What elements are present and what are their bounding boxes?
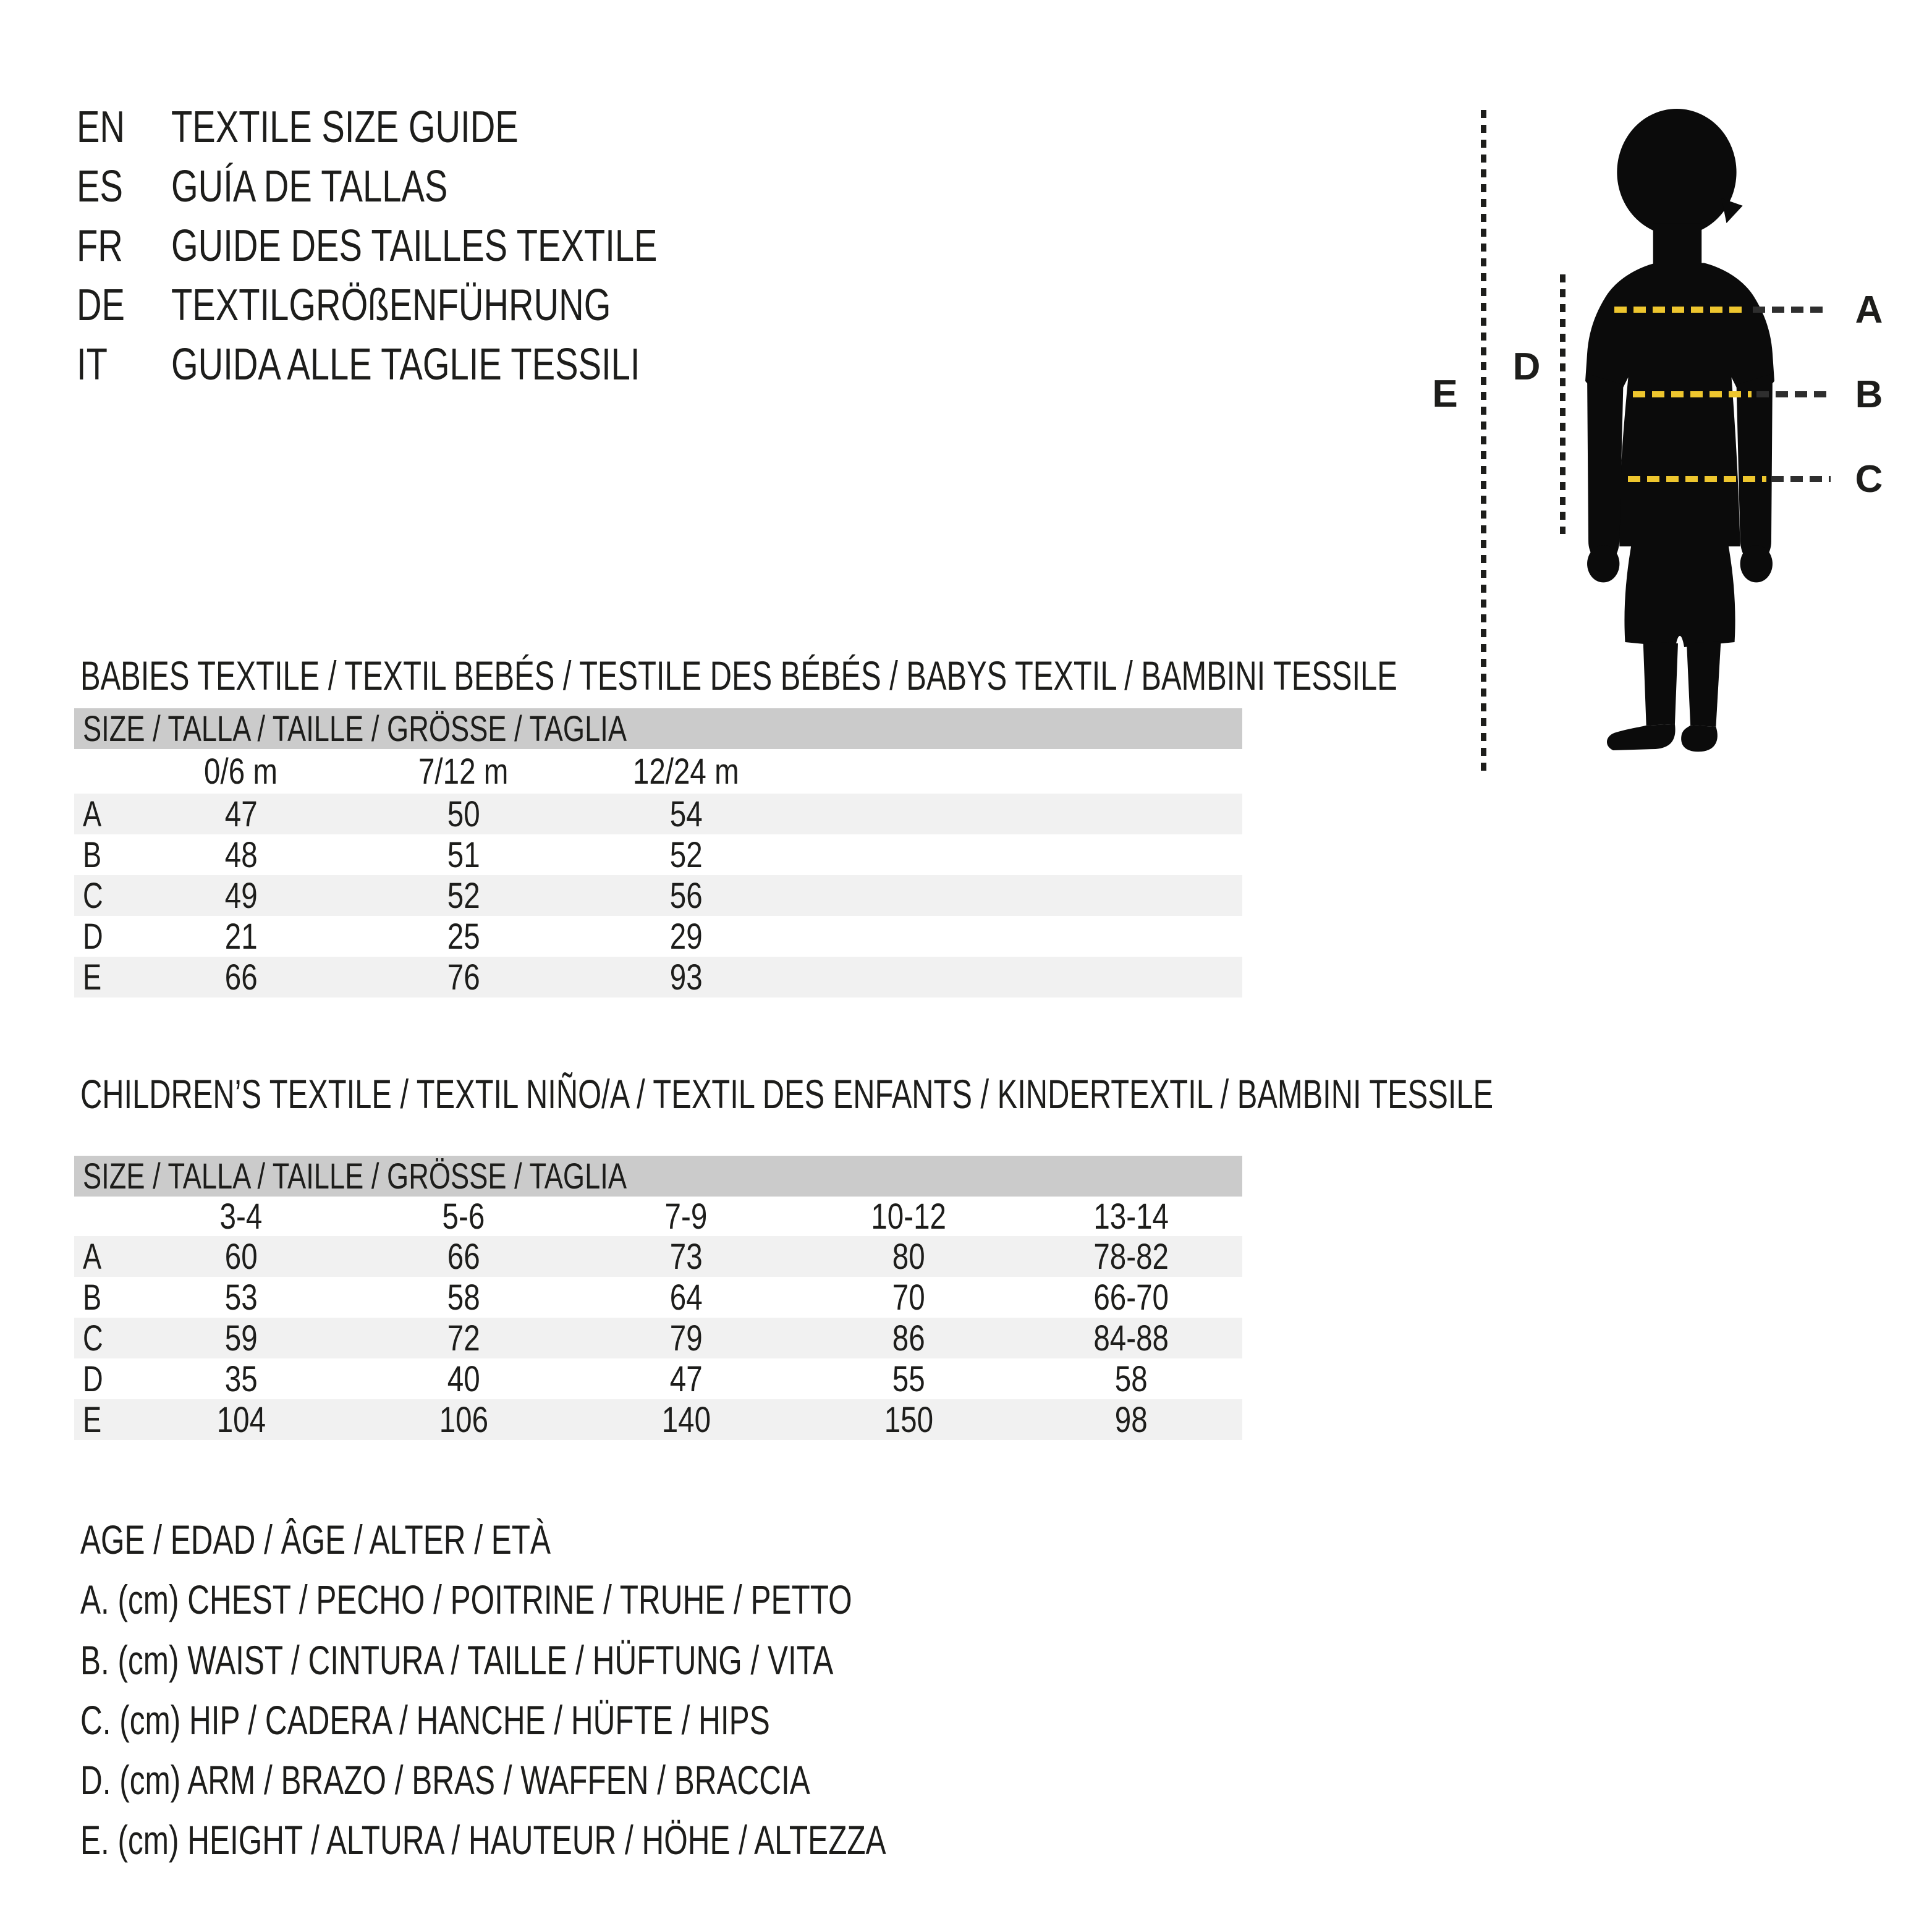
lang-row-en <box>77 98 616 157</box>
children-row-c <box>74 1318 1242 1358</box>
row-label: D <box>83 916 103 957</box>
children-column-10-12: 10-12 <box>871 1196 946 1237</box>
measure-label-b: B <box>1855 373 1883 416</box>
row-label: A <box>83 794 102 834</box>
lang-code-es: ES <box>77 162 123 211</box>
babies-row-b <box>74 834 1242 875</box>
lang-code-it: IT <box>77 340 108 389</box>
babies-row-e <box>74 957 1242 998</box>
children-column-header-row <box>74 1197 1242 1236</box>
children-column-13-14: 13-14 <box>1093 1196 1169 1237</box>
lang-row-it <box>77 335 772 394</box>
babies-section-title: BABIES TEXTILE / TEXTIL BEBÉS / TESTILE DES BÉBÉS / BABYS TEXTIL / BAMBINI TESSILE <box>80 653 1397 698</box>
row-label: A <box>83 1236 102 1277</box>
cell-value: 60 <box>224 1236 258 1277</box>
row-label: C <box>83 1318 103 1358</box>
legend-hip: C. (cm) HIP / CADERA / HANCHE / HÜFTE / HIPS <box>80 1697 770 1743</box>
lang-row-es <box>77 157 526 216</box>
legend-chest: A. (cm) CHEST / PECHO / POITRINE / TRUHE / PETTO <box>80 1576 852 1622</box>
cell-value: 73 <box>669 1236 703 1277</box>
cell-value: 70 <box>892 1277 925 1318</box>
measure-label-d: D <box>1512 345 1541 388</box>
legend-age: AGE / EDAD / ÂGE / ALTER / ETÀ <box>80 1516 551 1562</box>
hip-measure-line-c-extension <box>1771 476 1831 482</box>
children-section-title: CHILDREN’S TEXTILE / TEXTIL NIÑO/A / TEXTIL DES ENFANTS / KINDERTEXTIL / BAMBINI TESSILE <box>80 1071 1494 1117</box>
cell-value: 35 <box>224 1358 258 1399</box>
waist-measure-line-b-extension <box>1756 391 1829 397</box>
cell-value: 140 <box>661 1399 711 1440</box>
row-label: B <box>83 834 102 875</box>
row-label: E <box>83 957 102 998</box>
babies-column-header-row <box>74 749 1242 794</box>
legend-arm: D. (cm) ARM / BRAZO / BRAS / WAFFEN / BRACCIA <box>80 1756 810 1803</box>
cell-value: 47 <box>669 1358 703 1399</box>
cell-value: 58 <box>1114 1358 1148 1399</box>
lang-title-it: GUIDA ALLE TAGLIE TESSILI <box>171 340 640 389</box>
hip-measure-line-c-on-body <box>1628 476 1766 482</box>
row-label: E <box>83 1399 102 1440</box>
row-label: D <box>83 1358 103 1399</box>
babies-column-7-12m: 7/12 m <box>418 751 509 792</box>
children-row-d <box>74 1358 1242 1399</box>
babies-row-a <box>74 794 1242 834</box>
cell-value: 56 <box>669 875 703 916</box>
cell-value: 47 <box>224 794 258 834</box>
lang-code-de: DE <box>77 281 125 330</box>
children-column-3-4: 3-4 <box>219 1196 263 1237</box>
lang-code-en: EN <box>77 103 125 152</box>
children-row-e <box>74 1399 1242 1440</box>
children-column-5-6: 5-6 <box>442 1196 485 1237</box>
cell-value: 52 <box>669 834 703 875</box>
cell-value: 72 <box>447 1318 480 1358</box>
cell-value: 55 <box>892 1358 925 1399</box>
cell-value: 98 <box>1114 1399 1148 1440</box>
cell-value: 50 <box>447 794 480 834</box>
legend-waist: B. (cm) WAIST / CINTURA / TAILLE / HÜFTUNG / VITA <box>80 1637 834 1683</box>
cell-value: 80 <box>892 1236 925 1277</box>
cell-value: 79 <box>669 1318 703 1358</box>
babies-column-12-24m: 12/24 m <box>633 751 739 792</box>
cell-value: 66 <box>224 957 258 998</box>
babies-row-d <box>74 916 1242 957</box>
cell-value: 58 <box>447 1277 480 1318</box>
measure-label-c: C <box>1855 457 1883 501</box>
cell-value: 76 <box>447 957 480 998</box>
children-column-7-9: 7-9 <box>664 1196 708 1237</box>
cell-value: 86 <box>892 1318 925 1358</box>
children-row-b <box>74 1277 1242 1318</box>
cell-value: 53 <box>224 1277 258 1318</box>
arm-measure-line-d <box>1560 274 1566 534</box>
lang-title-de: TEXTILGRÖßENFÜHRUNG <box>171 281 611 330</box>
lang-row-fr <box>77 216 794 276</box>
babies-row-c <box>74 875 1242 916</box>
cell-value: 54 <box>669 794 703 834</box>
chest-measure-line-a-extension <box>1753 307 1827 313</box>
cell-value: 93 <box>669 957 703 998</box>
row-label: B <box>83 1277 102 1318</box>
cell-value: 84-88 <box>1093 1318 1169 1358</box>
cell-value: 150 <box>884 1399 933 1440</box>
lang-title-es: GUÍA DE TALLAS <box>171 162 448 211</box>
cell-value: 59 <box>224 1318 258 1358</box>
lang-code-fr: FR <box>77 221 123 271</box>
cell-value: 49 <box>224 875 258 916</box>
cell-value: 66-70 <box>1093 1277 1169 1318</box>
legend-height: E. (cm) HEIGHT / ALTURA / HAUTEUR / HÖHE / ALTEZZA <box>80 1816 886 1863</box>
waist-measure-line-b-on-body <box>1633 391 1752 397</box>
cell-value: 66 <box>447 1236 480 1277</box>
cell-value: 104 <box>216 1399 266 1440</box>
cell-value: 29 <box>669 916 703 957</box>
babies-column-0-6m: 0/6 m <box>204 751 278 792</box>
lang-row-de <box>77 276 735 335</box>
cell-value: 52 <box>447 875 480 916</box>
cell-value: 21 <box>224 916 258 957</box>
babies-size-header-bar: SIZE / TALLA / TAILLE / GRÖSSE / TAGLIA <box>74 708 1242 749</box>
measure-label-a: A <box>1855 288 1883 331</box>
children-size-header-bar: SIZE / TALLA / TAILLE / GRÖSSE / TAGLIA <box>74 1156 1242 1197</box>
lang-title-en: TEXTILE SIZE GUIDE <box>171 103 519 152</box>
cell-value: 25 <box>447 916 480 957</box>
cell-value: 64 <box>669 1277 703 1318</box>
cell-value: 51 <box>447 834 480 875</box>
cell-value: 40 <box>447 1358 480 1399</box>
row-label: C <box>83 875 103 916</box>
chest-measure-line-a-on-body <box>1614 307 1747 313</box>
children-row-a <box>74 1236 1242 1277</box>
measure-label-e: E <box>1432 372 1458 415</box>
cell-value: 78-82 <box>1093 1236 1169 1277</box>
cell-value: 106 <box>439 1399 488 1440</box>
lang-title-fr: GUIDE DES TAILLES TEXTILE <box>171 221 658 271</box>
cell-value: 48 <box>224 834 258 875</box>
